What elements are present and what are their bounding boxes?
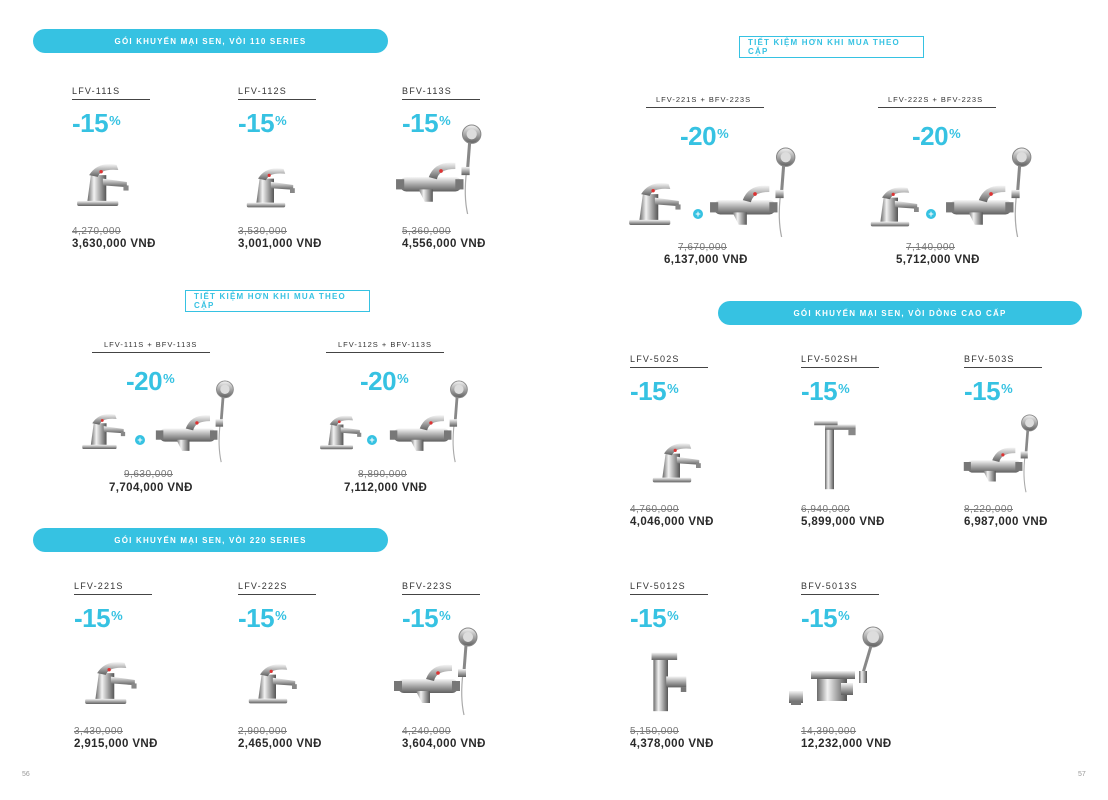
discount-label: -15% [238, 108, 287, 138]
old-price: 4,270,000 [72, 226, 121, 237]
discount-label: -15% [402, 108, 451, 138]
bath-shower-mixer-icon [708, 147, 800, 239]
combo-title: LFV-111S + BFV-113S [104, 340, 198, 349]
page-number: 56 [22, 771, 30, 778]
divider [878, 107, 996, 108]
product-code: LFV-502SH [801, 354, 859, 364]
deck-bath-mixer-icon [783, 625, 893, 715]
new-price: 3,604,000 VNĐ [402, 738, 486, 750]
product-code: LFV-502S [630, 354, 680, 364]
pair-savings-label: TIẾT KIỆM HƠN KHI MUA THEO CẶP [739, 36, 924, 58]
new-price: 7,704,000 VNĐ [109, 482, 193, 494]
bath-shower-mixer-icon [944, 147, 1036, 239]
plus-icon: + [135, 435, 145, 445]
product-code: BFV-113S [402, 86, 452, 96]
plus-icon: + [693, 209, 703, 219]
new-price: 3,630,000 VNĐ [72, 238, 156, 250]
basin-faucet-icon [624, 173, 684, 229]
bath-shower-mixer-icon [962, 414, 1042, 494]
new-price: 4,046,000 VNĐ [630, 516, 714, 528]
plus-icon: + [926, 209, 936, 219]
basin-faucet-icon [866, 177, 922, 231]
new-price: 6,987,000 VNĐ [964, 516, 1048, 528]
combo-card[interactable] [878, 95, 1048, 270]
old-price: 7,140,000 [906, 242, 955, 253]
new-price: 4,556,000 VNĐ [402, 238, 486, 250]
new-price: 3,001,000 VNĐ [238, 238, 322, 250]
old-price: 14,390,000 [801, 726, 857, 737]
combo-title: LFV-112S + BFV-113S [338, 340, 432, 349]
old-price: 3,530,000 [238, 226, 287, 237]
product-card[interactable] [238, 581, 388, 751]
divider [402, 594, 480, 595]
promo-banner-110-series: GÓI KHUYẾN MẠI SEN, VÒI 110 SERIES [33, 29, 388, 53]
discount-label: -15% [801, 603, 850, 633]
product-card[interactable] [630, 581, 780, 751]
product-code: BFV-223S [402, 581, 453, 591]
product-card[interactable] [630, 354, 780, 528]
product-code: LFV-111S [72, 86, 121, 96]
combo-title: LFV-222S + BFV-223S [888, 95, 984, 104]
discount-label: -20% [360, 366, 409, 396]
divider [238, 99, 316, 100]
discount-label: -20% [126, 366, 175, 396]
old-price: 4,760,000 [630, 504, 679, 515]
square-basin-faucet-icon [640, 649, 696, 713]
discount-label: -15% [74, 603, 123, 633]
product-code: LFV-112S [238, 86, 287, 96]
new-price: 7,112,000 VNĐ [344, 482, 428, 494]
plus-icon: + [367, 435, 377, 445]
bath-shower-mixer-icon [392, 627, 482, 717]
old-price: 8,220,000 [964, 504, 1013, 515]
discount-label: -15% [801, 376, 850, 406]
bath-shower-mixer-icon [386, 380, 474, 464]
new-price: 5,899,000 VNĐ [801, 516, 885, 528]
divider [238, 594, 316, 595]
divider [646, 107, 764, 108]
new-price: 5,712,000 VNĐ [896, 254, 980, 266]
basin-faucet-icon [72, 156, 132, 208]
old-price: 4,240,000 [402, 726, 451, 737]
promo-banner-220-series: GÓI KHUYẾN MẠI SEN, VÒI 220 SERIES [33, 528, 388, 552]
product-card[interactable] [801, 354, 951, 528]
divider [402, 99, 480, 100]
product-card[interactable] [74, 581, 224, 751]
divider [630, 594, 708, 595]
divider [72, 99, 150, 100]
discount-label: -15% [630, 603, 679, 633]
divider [964, 367, 1042, 368]
divider [326, 352, 444, 353]
discount-label: -15% [238, 603, 287, 633]
divider [801, 594, 879, 595]
new-price: 6,137,000 VNĐ [664, 254, 748, 266]
bath-shower-mixer-icon [152, 380, 240, 464]
tall-basin-faucet-icon [807, 418, 861, 492]
discount-label: -20% [680, 121, 729, 151]
product-card[interactable] [402, 581, 552, 751]
divider [630, 367, 708, 368]
basin-faucet-icon [80, 653, 140, 707]
basin-faucet-icon [244, 655, 300, 707]
product-card[interactable] [72, 86, 222, 256]
product-card[interactable] [801, 581, 951, 751]
old-price: 5,360,000 [402, 226, 451, 237]
basin-faucet-icon [242, 158, 298, 212]
product-card[interactable] [238, 86, 388, 256]
old-price: 5,150,000 [630, 726, 679, 737]
new-price: 12,232,000 VNĐ [801, 738, 892, 750]
product-card[interactable] [402, 86, 552, 256]
divider [801, 367, 879, 368]
basin-faucet-icon [78, 406, 128, 452]
product-card[interactable] [964, 354, 1108, 528]
divider [74, 594, 152, 595]
old-price: 7,670,000 [678, 242, 727, 253]
old-price: 9,630,000 [124, 469, 173, 480]
pair-savings-label: TIẾT KIỆM HƠN KHI MUA THEO CẶP [185, 290, 370, 312]
new-price: 2,465,000 VNĐ [238, 738, 322, 750]
discount-label: -15% [72, 108, 121, 138]
combo-card[interactable] [326, 340, 456, 500]
product-code: LFV-222S [238, 581, 288, 591]
product-code: LFV-5012S [630, 581, 686, 591]
combo-title: LFV-221S + BFV-223S [656, 95, 752, 104]
page-number: 57 [1078, 771, 1086, 778]
discount-label: -15% [402, 603, 451, 633]
discount-label: -20% [912, 121, 961, 151]
promo-banner-premium: GÓI KHUYẾN MẠI SEN, VÒI DÒNG CAO CẤP [718, 301, 1082, 325]
combo-card[interactable] [92, 340, 222, 500]
product-code: LFV-221S [74, 581, 124, 591]
basin-faucet-icon [316, 406, 364, 454]
new-price: 4,378,000 VNĐ [630, 738, 714, 750]
new-price: 2,915,000 VNĐ [74, 738, 158, 750]
product-code: BFV-503S [964, 354, 1015, 364]
old-price: 8,890,000 [358, 469, 407, 480]
discount-label: -15% [964, 376, 1013, 406]
divider [92, 352, 210, 353]
old-price: 2,900,000 [238, 726, 287, 737]
basin-faucet-icon [648, 430, 704, 490]
bath-shower-mixer-icon [394, 124, 486, 216]
discount-label: -15% [630, 376, 679, 406]
combo-card[interactable] [646, 95, 816, 270]
old-price: 6,940,000 [801, 504, 850, 515]
product-code: BFV-5013S [801, 581, 858, 591]
old-price: 3,430,000 [74, 726, 123, 737]
